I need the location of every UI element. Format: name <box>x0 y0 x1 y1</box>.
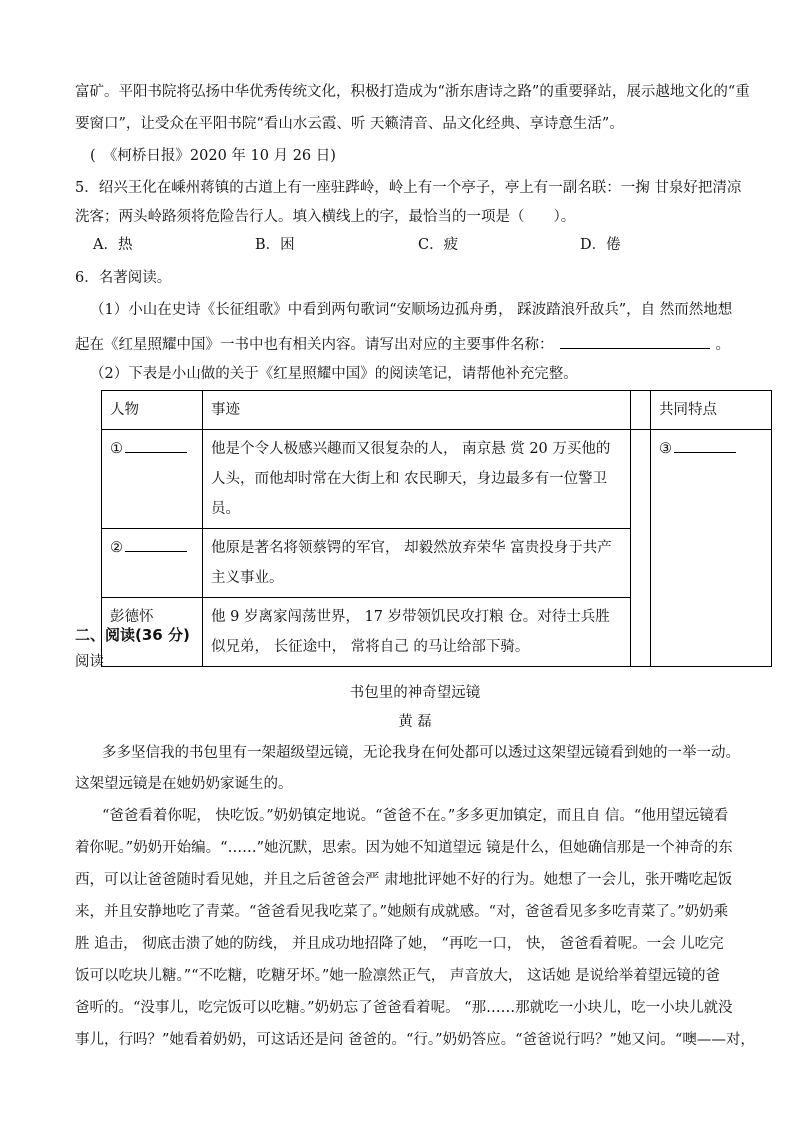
person-blank-2[interactable] <box>125 535 187 552</box>
person-cell-2 <box>102 529 203 598</box>
article-line: 来，并且安静地吃了青菜。“爸爸看见我吃菜了。”她颇有成就感。“对，爸爸看见多多吃青菜了。”奶奶乘 <box>75 904 729 920</box>
question-6-part1-line-2 <box>75 332 755 355</box>
deed-cell-2: 他原是著名将领蔡锷的军官， 却毅然放弃荣华 富贵投身于共产主义事业。 <box>203 529 631 598</box>
person-blank-1[interactable] <box>125 436 187 453</box>
reading-notes-table <box>101 390 772 667</box>
article-line: 爸听的。“没事儿，吃完饭可以吃糖。”奶奶忘了爸爸看着呢。 “那……那就吃一小块儿，吃一小块儿就没 <box>75 1000 733 1016</box>
question-5-line-1: 5．绍兴王化在嵊州蒋镇的古道上有一座驻跸岭，岭上有一个亭子，亭上有一副名联：一掬 甘泉好把清凉 <box>75 180 742 196</box>
option-d: D．倦 <box>580 237 621 253</box>
article-line: 着你呢。”奶奶开始编。“……”她沉默，思索。因为她不知道望远 镜是什么，但她确信那是一个神奇的东 <box>75 840 733 856</box>
section-label: 阅读 <box>75 654 104 670</box>
article-title: 书包里的神奇望远镜 <box>349 685 481 701</box>
event-name-blank[interactable] <box>560 332 710 349</box>
article-line: “爸爸看着你呢， 快吃饭。”奶奶镇定地说。“爸爸不在。”多多更加镇定，而且自 信。“他用望远镜看 <box>102 808 729 824</box>
question-5-line-2: 洗客；两头岭路须将危险告行人。填入横线上的字，最恰当的一项是（ ）。 <box>75 209 576 225</box>
intro-line-1: 富矿。平阳书院将弘扬中华优秀传统文化，积极打造成为“浙东唐诗之路”的重要驿站，展示越地文化的“重 <box>75 84 750 100</box>
header-common: 共同特点 <box>651 391 772 430</box>
intro-source: ( 《柯桥日报》2020 年 10 月 26 日) <box>90 148 336 164</box>
common-cell <box>651 430 772 667</box>
table-row <box>102 430 772 529</box>
question-6-part1-text: 起在《红星照耀中国》一书中也有相关内容。请写出对应的主要事件名称： <box>75 337 554 353</box>
option-a: A．热 <box>93 237 133 253</box>
article-line: 西，可以让爸爸随时看见她，并且之后爸爸会严 肃地批评她不好的行为。她想了一会儿，张开嘴吃起饭 <box>75 872 733 888</box>
common-blank[interactable] <box>674 436 736 453</box>
person-marker-1: ① <box>110 441 123 457</box>
header-deeds: 事迹 <box>203 391 631 430</box>
article-author: 黄 磊 <box>398 714 432 730</box>
header-spacer <box>631 391 651 430</box>
question-6-part2: （2）下表是小山做的关于《红星照耀中国》的阅读笔记，请帮他补充完整。 <box>90 366 578 382</box>
question-6-title: 6．名著阅读。 <box>75 270 172 286</box>
person-marker-2: ② <box>110 540 123 556</box>
person-cell-3: 彭德怀 <box>102 598 203 667</box>
question-6-part1-line-1: （1）小山在史诗《长征组歌》中看到两句歌词“安顺场边孤舟勇， 踩波踏浪歼敌兵”，自 然而然地想 <box>90 302 733 318</box>
intro-line-2: 要窗口”，让受众在平阳书院“看山水云霞、听 天籁清音、品文化经典、享诗意生活”。 <box>75 116 624 132</box>
question-6-part1-end: 。 <box>715 337 730 353</box>
article-line: 多多坚信我的书包里有一架超级望远镜，无论我身在何处都可以透过这架望远镜看到她的一举一动。 <box>102 745 740 761</box>
common-marker: ③ <box>659 441 672 457</box>
article-line: 胜 追击， 彻底击溃了她的防线， 并且成功地招降了她， “再吃一口， 快， 爸爸看着呢。一会 儿吃完 <box>75 936 724 952</box>
deed-cell-3: 他 9 岁离家闯荡世界， 17 岁带领饥民攻打粮 仓。对待士兵胜似兄弟， 长征途中， 常将自己 的马让给部下骑。 <box>203 598 631 667</box>
person-cell-1 <box>102 430 203 529</box>
article-line: 饭可以吃块儿糖。”“不吃糖，吃糖牙坏。”她一脸凛然正气， 声音放大， 这话她 是说给举着望远镜的爸 <box>75 968 721 984</box>
deed-cell-1: 他是个令人极感兴趣而又很复杂的人， 南京悬 赏 20 万买他的人头，而他却时常在大街上和 农民聊天，身边最多有一位警卫员。 <box>203 430 631 529</box>
section-heading: 二、阅读(36 分) <box>75 626 190 644</box>
spacer-cell <box>631 430 651 667</box>
option-c: C．疲 <box>418 237 459 253</box>
table-header-row <box>102 391 772 430</box>
header-person: 人物 <box>102 391 203 430</box>
article-line: 事儿，行吗？”她看着奶奶，可这话还是问 爸爸的。“行。”奶奶答应。“爸爸说行吗？”她又问。“噢——对， <box>75 1032 755 1048</box>
article-line: 这架望远镜是在她奶奶家诞生的。 <box>75 776 293 792</box>
option-b: B．困 <box>255 237 295 253</box>
